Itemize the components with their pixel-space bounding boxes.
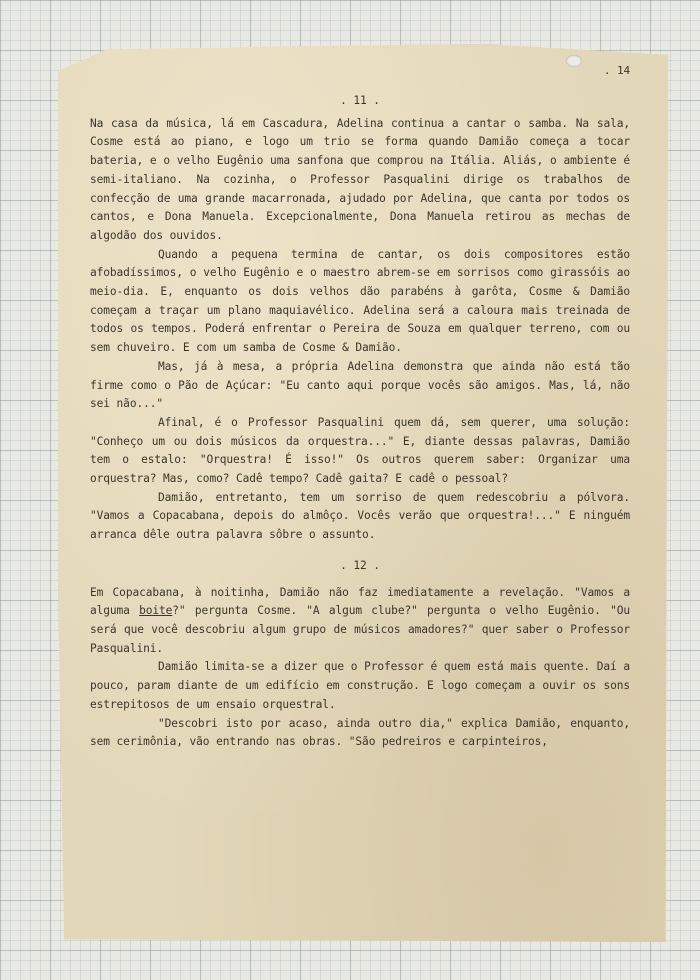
paragraph: Damião limita-se a dizer que o Professor é quem está mais quente. Daí a pouco, param diante de um edifício em construção. E logo começam a ouvir os sons estrepitosos de um ensaio orquestral. [90, 660, 630, 711]
paragraph: "Descobri isto por acaso, ainda outro dia," explica Damião, enquanto, sem cerimônia, vão entrando nas obras. "São pedreiros e carpinteiros, [90, 716, 630, 749]
paragraph-text: ?" pergunta Cosme. "A algum clube?" pergunta o velho Eugênio. "Ou será que você descobriu algum grupo de músicos amadores?" quer saber o Professor Pasqualini. [90, 604, 630, 655]
page-number: . 14 [603, 64, 630, 77]
paragraph: Mas, já à mesa, a própria Adelina demonstra que ainda não está tão firme como o Pão de Açúcar: "Eu canto aqui porque vocês são amigos. Mas, lá, não sei não..." [90, 359, 630, 411]
paragraph: Afinal, é o Professor Pasqualini quem dá, sem querer, uma solução: "Conheço um ou dois músicos da orquestra..." E, diante dessas palavras, Damião tem o estalo: "Orquestra! É isso!" Os outros querem saber: Organizar uma orquestra? Mas, como? Cadê tempo? Cadê gaita? E cadê o pessoal? [90, 415, 630, 486]
paragraph [90, 584, 630, 659]
underlined-word: boite [139, 604, 173, 618]
section-heading-11: . 11 . [340, 94, 380, 107]
paragraph: Na casa da música, lá em Cascadura, Adelina continua a cantar o samba. Na sala, Cosme está ao piano, e logo um trio se forma quando Damião começa a tocar bateria, e o velho Eugênio uma sanfona que comprou na Itália. Aliás, o ambiente é semi-italiano. Na cozinha, o Professor Pasqualini dirige os trabalhos de confecção de uma grande macarronada, ajudado por Adelina, que canta por todos os cantos, e Dona Manuela. Excepcionalmente, Dona Manuela retirou as mechas de algodão dos ouvidos. [90, 116, 630, 242]
paragraph: Quando a pequena termina de cantar, os dois compositores estão afobadíssimos, o velho Eugênio e o maestro abrem-se em sorrisos como girassóis ao meio-dia. E, enquanto os dois velhos dão parabéns à garôta, Cosme & Damião começam a traçar um plano maquiavélico. Adelina será a caloura mais treinada de todos os tempos. Poderá enfrentar o Pereira de Souza em qualquer terreno, com ou sem chuveiro. E com um samba de Cosme & Damião. [90, 247, 630, 355]
section-heading-12: . 12 . [340, 558, 380, 572]
typed-text [90, 62, 630, 752]
paragraph-text: Em Copacabana, à noitinha, Damião não faz imediatamente a revelação. "Vamos a alguma [90, 585, 630, 618]
paragraph: Damião, entretanto, tem um sorriso de quem redescobriu a pólvora. "Vamos a Copacabana, depois do almôço. Vocês verão que orquestra!..." E ninguém arranca dêle outra palavra sôbre o assunto. [90, 490, 630, 542]
